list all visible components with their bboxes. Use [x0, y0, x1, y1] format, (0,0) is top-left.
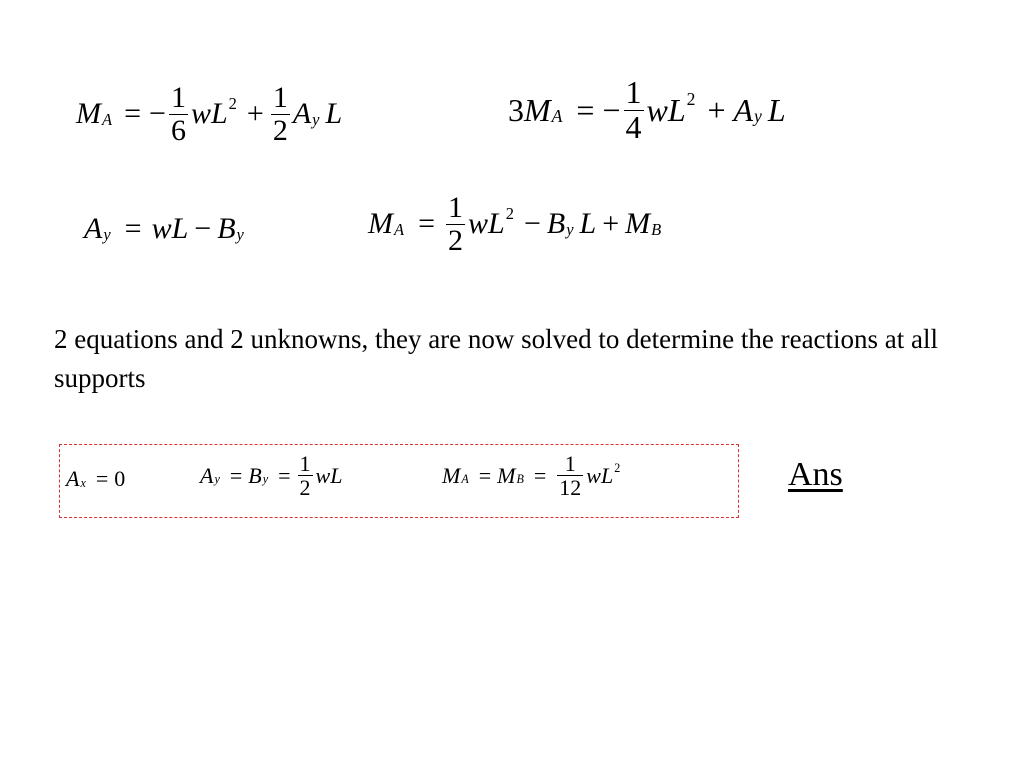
- r2-L: L: [330, 462, 343, 488]
- result-box: [59, 444, 739, 518]
- eq4-minus: −: [523, 207, 541, 240]
- result-ma-mb: [442, 452, 620, 499]
- eq1-a-var: A: [292, 97, 312, 130]
- r2-sub1: y: [214, 472, 220, 487]
- eq1-a-sub: y: [312, 109, 320, 129]
- eq2-a-sub: y: [754, 105, 762, 126]
- r3-frac-den: 12: [559, 475, 582, 501]
- eq1-frac-2: [271, 82, 290, 146]
- explanation-text: 2 equations and 2 unknowns, they are now solved to determine the reactions at all supports: [54, 324, 939, 393]
- eq3-rhs-sub: y: [236, 224, 244, 244]
- eq2-exp: 2: [686, 89, 696, 110]
- r2-frac-num: 1: [299, 451, 311, 476]
- eq4-w: w: [468, 207, 489, 240]
- r2-sub2: y: [262, 472, 269, 487]
- eq3-lhs-var: A: [84, 212, 103, 245]
- result-ay-by: [200, 452, 342, 499]
- r3-var2: M: [497, 462, 516, 488]
- eq3-minus: −: [194, 212, 212, 245]
- eq2-equals: =: [576, 91, 595, 128]
- eq1-neg: −: [149, 97, 166, 130]
- r1-sub: x: [80, 475, 86, 490]
- eq3-rhs-var: B: [217, 212, 236, 245]
- r3-equals1: =: [478, 462, 492, 488]
- eq1-frac2-num: 1: [272, 81, 288, 114]
- eq1-equals: =: [124, 97, 142, 130]
- eq2-w: w: [646, 91, 668, 128]
- r3-frac: [557, 452, 583, 499]
- r3-w: w: [586, 462, 601, 488]
- eq3-L: L: [171, 212, 189, 245]
- equation-moment-a-1: [76, 82, 342, 146]
- eq4-L: L: [488, 207, 505, 240]
- eq4-m-var: M: [625, 207, 651, 240]
- eq1-exp: 2: [228, 94, 237, 114]
- eq4-exp: 2: [505, 204, 514, 224]
- equation-ay: [84, 212, 244, 246]
- r2-var1: A: [200, 462, 214, 488]
- r3-var1: M: [442, 462, 461, 488]
- eq4-plus: +: [602, 207, 620, 240]
- r1-value: 0: [114, 466, 126, 491]
- eq3-equals: =: [124, 212, 142, 245]
- r2-var2: B: [248, 462, 262, 488]
- eq1-plus: +: [246, 97, 264, 130]
- eq2-lhs-sub: A: [551, 105, 563, 126]
- eq3-w: w: [151, 212, 172, 245]
- eq1-frac1-num: 1: [170, 81, 186, 114]
- eq2-neg: −: [602, 91, 621, 128]
- eq1-L: L: [210, 97, 228, 130]
- r2-w: w: [315, 462, 331, 488]
- eq2-frac: [624, 76, 644, 144]
- r3-sub2: B: [516, 472, 524, 487]
- r3-exp: 2: [614, 460, 621, 475]
- r2-equals2: =: [278, 462, 291, 488]
- eq1-lhs-sub: A: [102, 109, 113, 129]
- equation-moment-a-3: [368, 192, 661, 256]
- eq2-frac-den: 4: [625, 108, 642, 145]
- eq4-frac: [446, 192, 465, 256]
- eq1-w: w: [190, 97, 211, 130]
- eq2-a-var: A: [733, 91, 754, 128]
- r3-frac-num: 1: [564, 451, 576, 476]
- r3-sub1: A: [461, 472, 469, 487]
- r2-frac-den: 2: [299, 475, 311, 501]
- result-ax: [66, 466, 125, 492]
- eq4-equals: =: [418, 207, 436, 240]
- eq1-frac-1: [169, 82, 188, 146]
- eq2-frac-num: 1: [625, 74, 642, 110]
- eq4-b-sub: y: [566, 219, 574, 239]
- eq2-plus: +: [707, 91, 726, 128]
- eq1-frac2-den: 2: [272, 113, 288, 147]
- r3-equals2: =: [533, 462, 547, 488]
- eq2-L: L: [667, 91, 686, 128]
- eq4-lhs-var: M: [368, 207, 393, 240]
- equation-moment-a-2: [508, 76, 786, 144]
- eq4-frac-num: 1: [448, 191, 464, 224]
- r1-equals: =: [95, 466, 109, 491]
- eq3-lhs-sub: y: [103, 224, 111, 244]
- eq1-lhs-var: M: [76, 97, 101, 130]
- eq4-lhs-sub: A: [394, 219, 405, 239]
- eq4-frac-den: 2: [448, 223, 464, 257]
- ans-label: Ans: [788, 456, 843, 493]
- eq4-m-sub: B: [651, 219, 662, 239]
- eq2-coef: 3: [508, 91, 524, 128]
- eq4-b-var: B: [546, 207, 566, 240]
- r2-frac: [298, 452, 313, 499]
- r3-L: L: [600, 462, 614, 488]
- eq1-L2: L: [325, 97, 343, 130]
- r1-var: A: [66, 466, 80, 491]
- eq2-lhs-var: M: [524, 91, 551, 128]
- eq2-L2: L: [767, 91, 786, 128]
- eq1-frac1-den: 6: [170, 113, 186, 147]
- r2-equals1: =: [229, 462, 243, 488]
- eq4-b-L: L: [579, 207, 597, 240]
